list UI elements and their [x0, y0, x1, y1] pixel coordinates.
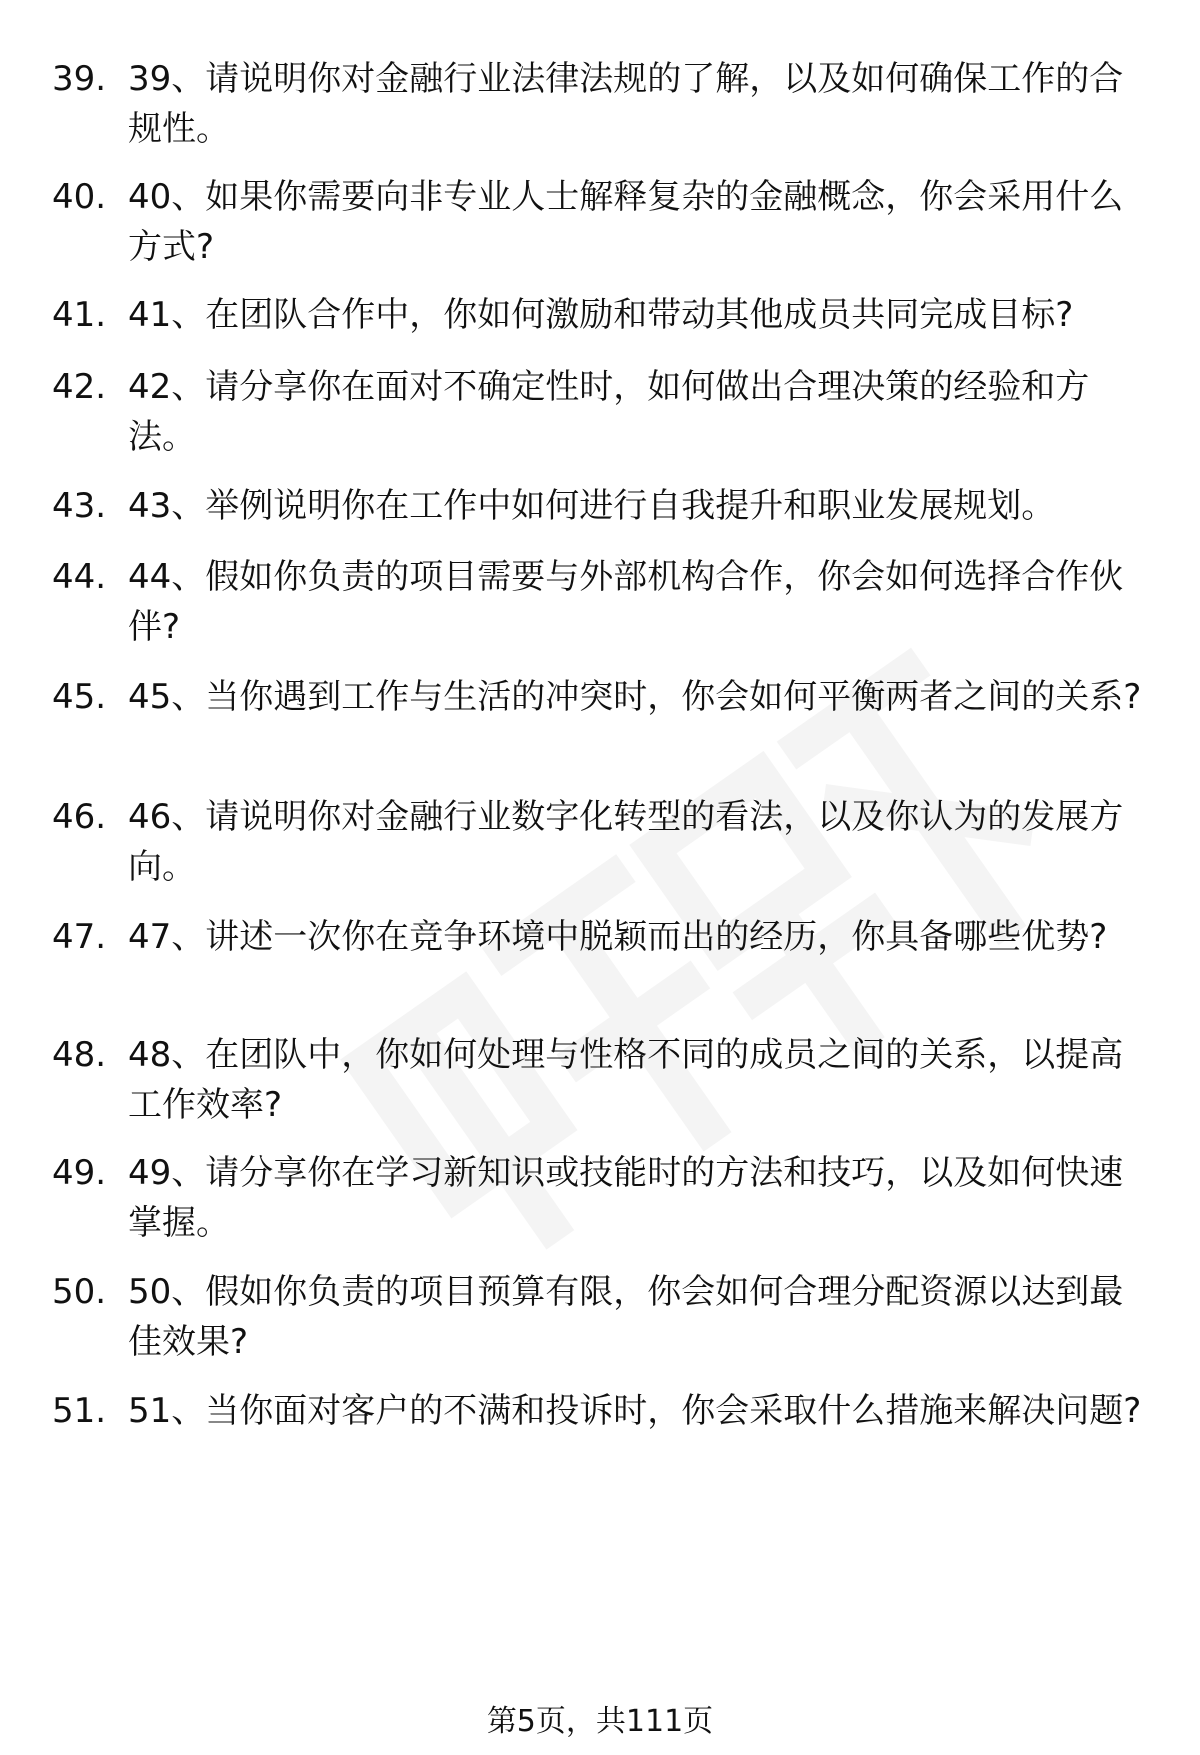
list-item-number: 51.: [52, 1391, 107, 1431]
list-item-text: 40、如果你需要向非专业人士解释复杂的金融概念，你会采用什么方式?: [128, 177, 1124, 267]
list-item-text: 41、在团队合作中，你如何激励和带动其他成员共同完成目标?: [128, 295, 1074, 335]
list-item-text: 46、请说明你对金融行业数字化转型的看法，以及你认为的发展方向。: [128, 797, 1124, 887]
list-item-number: 46.: [52, 797, 107, 837]
list-item-number: 43.: [52, 486, 107, 526]
list-item-number: 50.: [52, 1272, 107, 1312]
list-item-text: 49、请分享你在学习新知识或技能时的方法和技巧，以及如何快速掌握。: [128, 1153, 1124, 1243]
list-item-text: 48、在团队中，你如何处理与性格不同的成员之间的关系，以提高工作效率?: [128, 1035, 1124, 1125]
list-item-text: 39、请说明你对金融行业法律法规的了解，以及如何确保工作的合规性。: [128, 59, 1124, 149]
list-item-text: 50、假如你负责的项目预算有限，你会如何合理分配资源以达到最佳效果?: [128, 1272, 1124, 1362]
list-item-text: 51、当你面对客户的不满和投诉时，你会采取什么措施来解决问题?: [128, 1391, 1142, 1431]
list-item-number: 47.: [52, 917, 107, 957]
list-item-text: 43、举例说明你在工作中如何进行自我提升和职业发展规划。: [128, 486, 1056, 526]
list-item-number: 42.: [52, 367, 107, 407]
list-item-text: 47、讲述一次你在竞争环境中脱颖而出的经历，你具备哪些优势?: [128, 917, 1108, 957]
list-item-number: 45.: [52, 677, 107, 717]
list-item-number: 40.: [52, 177, 107, 217]
list-item-number: 48.: [52, 1035, 107, 1075]
list-item-number: 44.: [52, 557, 107, 597]
page-number: 第5页，共111页: [486, 1704, 714, 1739]
list-item-text: 44、假如你负责的项目需要与外部机构合作，你会如何选择合作伙伴?: [128, 557, 1124, 647]
list-item-text: 45、当你遇到工作与生活的冲突时，你会如何平衡两者之间的关系?: [128, 677, 1142, 717]
list-item-number: 49.: [52, 1153, 107, 1193]
list-item-number: 39.: [52, 59, 107, 99]
list-item-number: 41.: [52, 295, 107, 335]
list-item-text: 42、请分享你在面对不确定性时，如何做出合理决策的经验和方法。: [128, 367, 1090, 457]
